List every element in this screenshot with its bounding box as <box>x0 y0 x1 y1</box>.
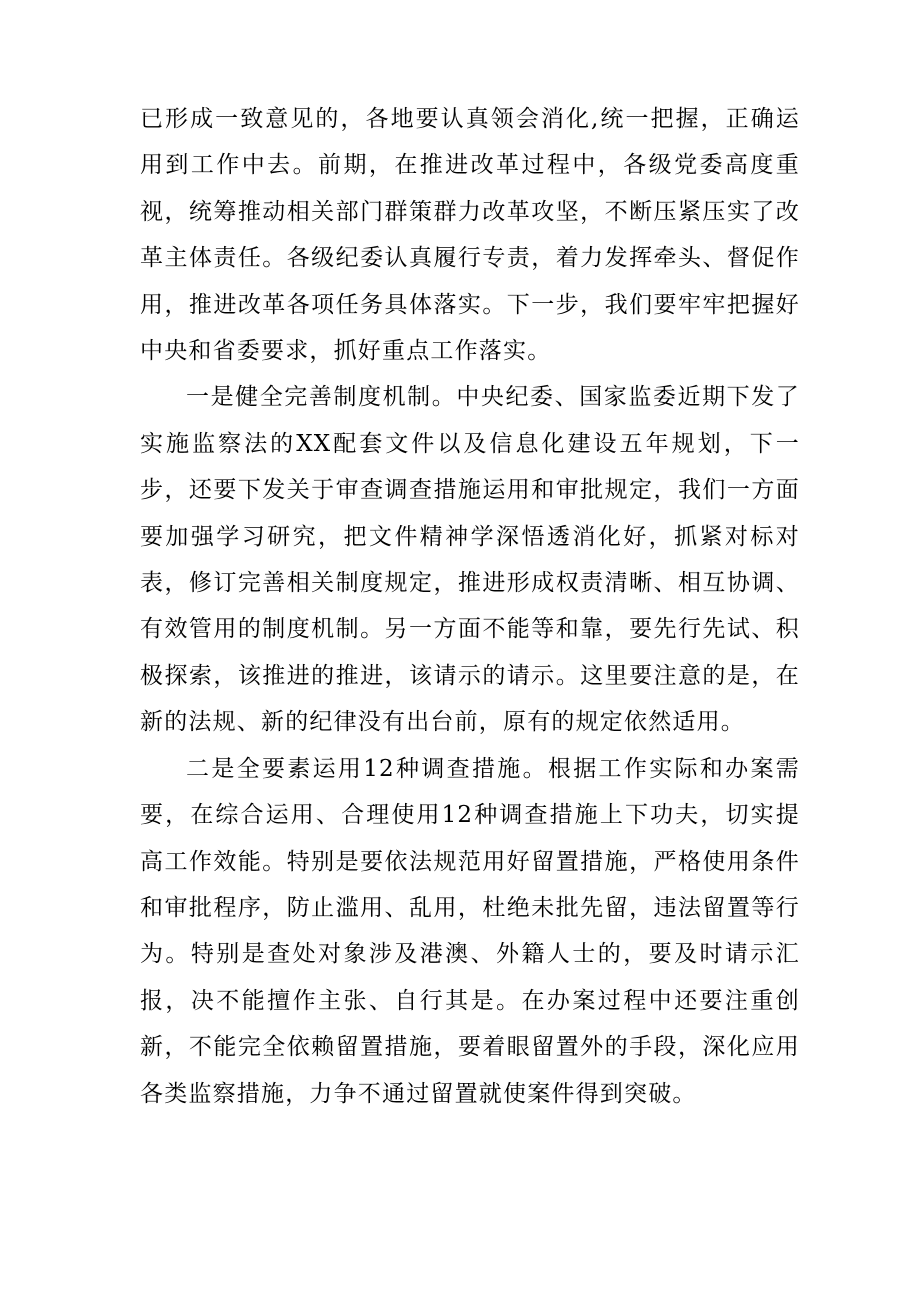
paragraph-intro-continuation: 已形成一致意见的，各地要认真领会消化,统一把握，正确运用到工作中去。前期，在推进改革过程中，各级党委高度重视，统筹推动相关部门群策群力改革攻坚，不断压紧压实了改革主体责任。各级纪委认真履行专责，着力发挥牵头、督促作用，推进改革各项任务具体落实。下一步，我们要牢牢把握好中央和省委要求，抓好重点工作落实。 <box>140 106 800 365</box>
paragraph-item-two: 二是全要素运用12种调查措施。根据工作实际和办案需要，在综合运用、合理使用12种调查措施上下功夫，切实提高工作效能。特别是要依法规范用好留置措施，严格使用条件和审批程序，防止滥用、乱用，杜绝未批先留，违法留置等行为。特别是查处对象涉及港澳、外籍人士的，要及时请示汇报，决不能擅作主张、自行其是。在办案过程中还要注重创新，不能完全依赖留置措施，要着眼留置外的手段，深化应用各类监察措施，力争不通过留置就使案件得到突破。 <box>140 755 800 1107</box>
document-body <box>140 96 800 1117</box>
paragraph-item-one: 一是健全完善制度机制。中央纪委、国家监委近期下发了实施监察法的XX配套文件以及信息化建设五年规划，下一步，还要下发关于审查调查措施运用和审批规定，我们一方面要加强学习研究，把文件精神学深悟透消化好，抓紧对标对表，修订完善相关制度规定，推进形成权责清晰、相互协调、有效管用的制度机制。另一方面不能等和靠，要先行先试、积极探索，该推进的推进，该请示的请示。这里要注意的是，在新的法规、新的纪律没有出台前，原有的规定依然适用。 <box>140 384 800 736</box>
